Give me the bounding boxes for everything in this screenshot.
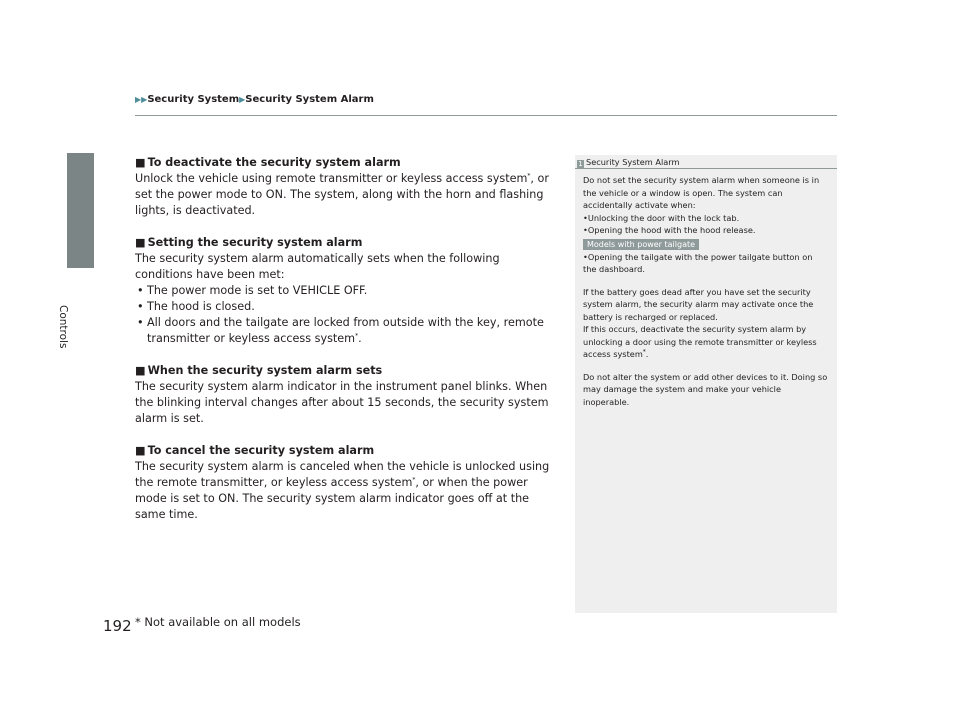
section-cancel (135, 443, 555, 523)
breadcrumb-page[interactable]: Security System Alarm (245, 94, 374, 105)
page-number: 192 (103, 617, 132, 635)
heading-sets: ■ When the security system alarm sets (135, 364, 383, 377)
breadcrumb-separator-icon: ▶ (239, 95, 246, 104)
breadcrumb-arrow-icon: ▶▶ (135, 95, 148, 104)
text-cancel: The security system alarm is canceled when the vehicle is unlocked using the remote transmitter, or keyless access system*, or when the power mode is set to ON. The security system alarm indicator goes off at the same time. (135, 460, 550, 521)
chapter-tab (67, 153, 94, 268)
note-bullet: •Unlocking the door with the lock tab. (583, 212, 740, 223)
heading-deactivate: ■ To deactivate the security system alarm (135, 156, 401, 169)
note-paragraph: If the battery goes dead after you have set the security system alarm, the security alarm may activate once the battery is recharged or replaced. (583, 286, 814, 322)
note-title: 1 Security System Alarm (578, 157, 680, 168)
footnote-mark: * (355, 332, 359, 340)
note-paragraph: Do not alter the system or add other devices to it. Doing so may damage the system and make your vehicle inoperable. (583, 371, 828, 407)
list-item: • The hood is closed. (135, 299, 555, 315)
heading-cancel: ■ To cancel the security system alarm (135, 444, 375, 457)
main-content (135, 155, 555, 539)
note-divider (575, 168, 837, 169)
header-divider (135, 115, 837, 116)
breadcrumb (135, 94, 374, 105)
chapter-label: Controls (57, 305, 69, 349)
text-sets: The security system alarm indicator in the instrument panel blinks. When the blinking interval changes after about 15 seconds, the security system alarm is set. (135, 380, 549, 425)
list-item: • All doors and the tailgate are locked from outside with the key, remote transmitter or keyless access system*. (135, 315, 555, 347)
square-bullet-icon: ■ (135, 364, 146, 377)
model-badge: Models with power tailgate (583, 239, 699, 250)
footnote-mark: * (412, 476, 416, 484)
conditions-list (135, 283, 555, 347)
section-setting (135, 235, 555, 347)
section-deactivate (135, 155, 555, 219)
heading-setting: ■ Setting the security system alarm (135, 236, 363, 249)
square-bullet-icon: ■ (135, 444, 146, 457)
footnote: * Not available on all models (135, 615, 301, 629)
note-number-icon: 1 (578, 160, 583, 168)
note-body (583, 174, 828, 408)
note-bullet: •Opening the hood with the hood release. (583, 225, 756, 235)
section-sets (135, 363, 555, 427)
note-bullet: •Opening the tailgate with the power tailgate button on the dashboard. (583, 251, 813, 274)
note-paragraph: Do not set the security system alarm when someone is in the vehicle or a window is open. The system can accidentally activate when: (583, 175, 820, 210)
footnote-mark: * (527, 172, 531, 180)
text-setting-intro: The security system alarm automatically sets when the following conditions have been met: (135, 252, 500, 281)
footnote-mark: * (642, 348, 646, 356)
square-bullet-icon: ■ (135, 156, 146, 169)
list-item: • The power mode is set to VEHICLE OFF. (135, 283, 555, 299)
text-deactivate: Unlock the vehicle using remote transmitter or keyless access system*, or set the power mode to ON. The system, along with the horn and flashing lights, is deactivated. (135, 172, 549, 217)
note-paragraph: If this occurs, deactivate the security system alarm by unlocking a door using the remote transmitter or keyless access system*. (583, 324, 817, 359)
breadcrumb-section[interactable]: Security System (147, 94, 240, 105)
square-bullet-icon: ■ (135, 236, 146, 249)
